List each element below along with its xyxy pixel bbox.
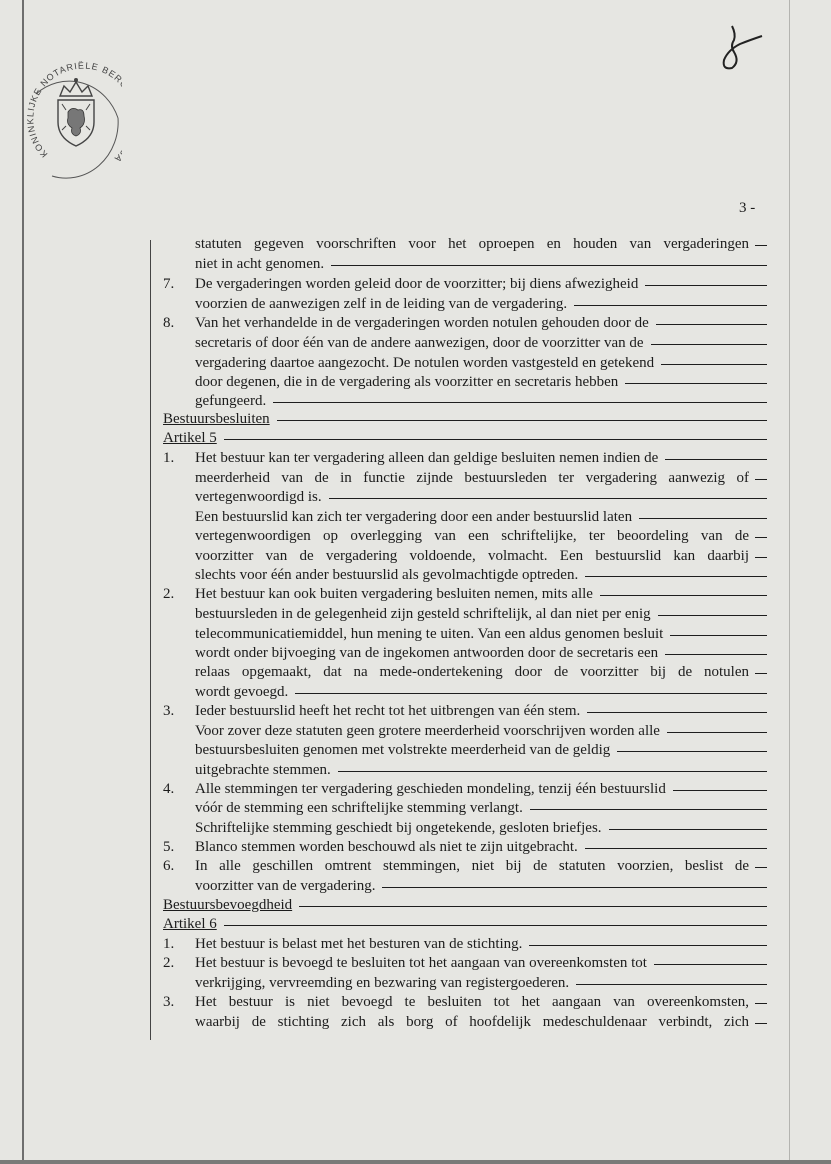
text-line: Een bestuurslid kan zich ter vergadering door een ander bestuurslid laten xyxy=(195,507,767,527)
text-line: relaas opgemaakt, dat na mede-ondertekening door de voorzitter bij de notulen xyxy=(195,662,767,682)
list-item-5: 5. Blanco stemmen worden beschouwd als niet te zijn uitgebracht. xyxy=(195,837,767,857)
list-item-6: 6. In alle geschillen omtrent stemmingen, niet bij de statuten voorzien, beslist de xyxy=(195,856,767,876)
article-heading-6: Artikel 6 xyxy=(163,914,767,934)
text-line: secretaris of door één van de andere aanwezigen, door de voorzitter van de xyxy=(195,333,767,353)
text-line: wordt gevoegd. xyxy=(195,682,767,702)
text-line: verkrijging, vervreemding en bezwaring van registergoederen. xyxy=(195,973,767,993)
text-line: uitgebrachte stemmen. xyxy=(195,760,767,780)
list-item-2: 2. Het bestuur is bevoegd te besluiten tot het aangaan van overeenkomsten tot xyxy=(195,953,767,973)
text-line: vergadering daartoe aangezocht. De notulen worden vastgesteld en getekend xyxy=(195,353,767,373)
article-heading-5: Artikel 5 xyxy=(163,428,767,448)
svg-text:KONINKLIJKE NOTARIËLE BEROEPSO: KONINKLIJKE NOTARIËLE BE xyxy=(25,60,118,160)
margin-bar xyxy=(150,240,151,1040)
text-line: Voor zover deze statuten geen grotere meerderheid voorschrijven worden alle xyxy=(195,721,767,741)
notary-seal-stamp xyxy=(22,58,122,182)
text-line: voorzitter van de vergadering. xyxy=(195,876,767,896)
text-line: slechts voor één ander bestuurslid als gevolmachtigde optreden. xyxy=(195,565,767,585)
list-item-3: 3. Ieder bestuurslid heeft het recht tot het uitbrengen van één stem. xyxy=(195,701,767,721)
text-line: voorzien de aanwezigen zelf in de leiding van de vergadering. xyxy=(195,294,767,314)
seal-graphic xyxy=(22,58,122,182)
list-item-1: 1. Het bestuur is belast met het besturen van de stichting. xyxy=(195,934,767,954)
text-line: bestuursbesluiten genomen met volstrekte meerderheid van de geldig xyxy=(195,740,767,760)
text-line: meerderheid van de in functie zijnde bestuursleden ter vergadering aanwezig of xyxy=(195,468,767,488)
handwritten-mark xyxy=(700,22,770,72)
text-line: niet in acht genomen. xyxy=(195,254,767,274)
text-line: wordt onder bijvoeging van de ingekomen antwoorden door de secretaris een xyxy=(195,643,767,663)
text-line: vertegenwoordigen op overlegging van een schriftelijke, ter beoordeling van de xyxy=(195,526,767,546)
text-line: voorzitter van de vergadering voldoende, volmacht. Een bestuurslid kan daarbij xyxy=(195,546,767,566)
text-line: door degenen, die in de vergadering als voorzitter en secretaris hebben xyxy=(195,372,767,392)
text-line: Schriftelijke stemming geschiedt bij ongetekende, gesloten briefjes. xyxy=(195,818,767,838)
scan-edge-right xyxy=(789,0,790,1164)
section-heading-bestuursbevoegdheid: Bestuursbevoegdheid xyxy=(163,895,767,915)
list-item-4: 4. Alle stemmingen ter vergadering geschieden mondeling, tenzij één bestuurslid xyxy=(195,779,767,799)
section-heading-bestuursbesluiten: Bestuursbesluiten xyxy=(163,409,767,429)
text-line: bestuursleden in de gelegenheid zijn gesteld schriftelijk, al dan niet per enig xyxy=(195,604,767,624)
list-item-1: 1. Het bestuur kan ter vergadering alleen dan geldige besluiten nemen indien de xyxy=(195,448,767,468)
text-line: telecommunicatiemiddel, hun mening te uiten. Van een aldus genomen besluit xyxy=(195,624,767,644)
page-number: 3 - xyxy=(739,200,756,216)
list-item-7: 7. De vergaderingen worden geleid door de voorzitter; bij diens afwezigheid xyxy=(195,274,767,294)
text-line: vertegenwoordigd is. xyxy=(195,487,767,507)
list-item-8: 8. Van het verhandelde in de vergaderingen worden notulen gehouden door de xyxy=(195,313,767,333)
text-line: statuten gegeven voorschriften voor het oproepen en houden van vergaderingen xyxy=(195,234,767,254)
text-line: vóór de stemming een schriftelijke stemming verlangt. xyxy=(195,798,767,818)
text-line: waarbij de stichting zich als borg of hoofdelijk medeschuldenaar verbindt, zich xyxy=(195,1012,767,1032)
scan-edge-bottom xyxy=(0,1160,831,1164)
list-item-2: 2. Het bestuur kan ook buiten vergadering besluiten nemen, mits alle xyxy=(195,584,767,604)
text-line: gefungeerd. xyxy=(195,391,767,411)
list-item-3: 3. Het bestuur is niet bevoegd te besluiten tot het aangaan van overeenkomsten, xyxy=(195,992,767,1012)
